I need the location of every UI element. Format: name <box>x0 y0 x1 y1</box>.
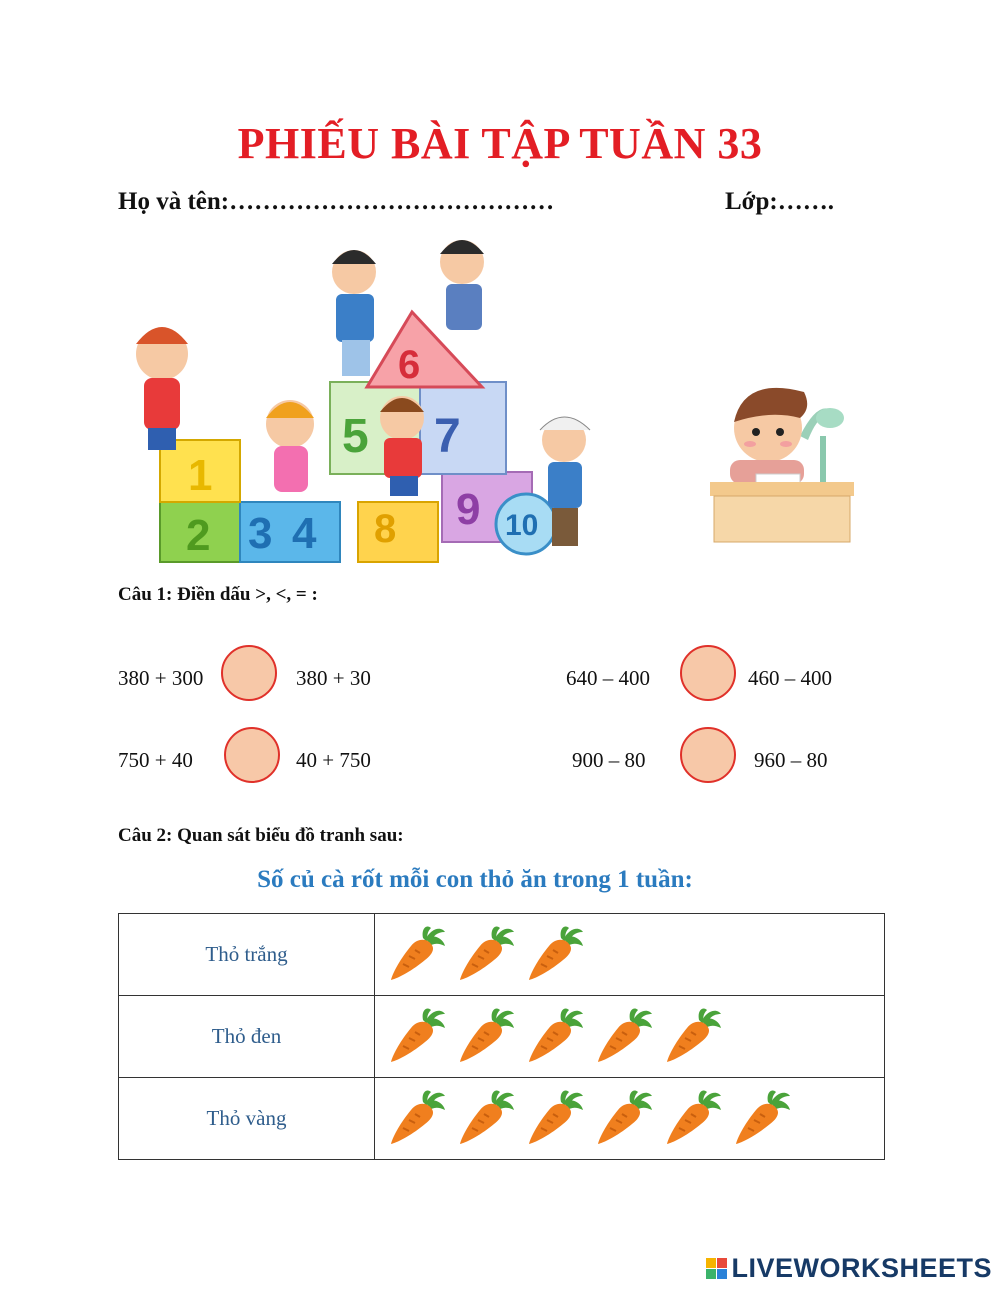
pictograph-table <box>118 913 885 1160</box>
kids-number-blocks-illustration <box>112 232 602 564</box>
carrot-icon <box>663 1006 725 1068</box>
carrot-icon <box>594 1006 656 1068</box>
expression-left: 640 – 400 <box>566 666 650 690</box>
carrot-icon <box>456 1006 518 1068</box>
svg-text:2: 2 <box>186 511 211 560</box>
pictograph-row <box>119 914 885 996</box>
carrot-icon <box>387 1088 449 1150</box>
answer-bubble[interactable] <box>680 645 736 701</box>
row-label: Thỏ trắng <box>119 914 375 996</box>
liveworksheets-logo <box>706 1253 992 1284</box>
carrot-icon <box>663 1088 725 1150</box>
expression-left: 380 + 300 <box>118 666 204 690</box>
carrot-icon <box>456 1088 518 1150</box>
answer-bubble[interactable] <box>224 727 280 783</box>
carrot-icon <box>387 1006 449 1068</box>
svg-text:1: 1 <box>188 451 213 500</box>
expression-right: 40 + 750 <box>296 748 371 772</box>
svg-text:7: 7 <box>434 410 461 463</box>
expression-right: 460 – 400 <box>748 666 832 690</box>
logo-text: LIVEWORKSHEETS <box>731 1253 992 1283</box>
carrot-icon <box>525 1088 587 1150</box>
carrot-icon <box>732 1088 794 1150</box>
svg-text:8: 8 <box>374 507 397 551</box>
boy-studying-illustration <box>708 366 856 544</box>
kid-left <box>136 327 188 450</box>
carrot-icon <box>456 924 518 986</box>
carrot-icon <box>525 924 587 986</box>
carrot-icon <box>594 1088 656 1150</box>
row-label: Thỏ đen <box>119 996 375 1078</box>
svg-text:6: 6 <box>398 343 421 387</box>
page-title: PHIẾU BÀI TẬP TUẦN 33 <box>237 119 763 168</box>
row-marks <box>375 996 885 1078</box>
answer-bubble[interactable] <box>221 645 277 701</box>
carrot-icon <box>387 924 449 986</box>
question-1-label: Câu 1: Điền dấu >, <, = : <box>118 584 318 605</box>
class-field[interactable]: Lớp:……. <box>725 188 834 215</box>
row-marks <box>375 914 885 996</box>
question-2-label: Câu 2: Quan sát biểu đồ tranh sau: <box>118 825 404 846</box>
svg-text:4: 4 <box>292 509 317 558</box>
expression-left: 900 – 80 <box>572 748 646 772</box>
chart-title: Số củ cà rốt mỗi con thỏ ăn trong 1 tuần: <box>257 866 693 893</box>
liveworksheets-icon <box>706 1258 727 1279</box>
name-field[interactable]: Họ và tên:………………………………… <box>118 188 555 215</box>
answer-bubble[interactable] <box>680 727 736 783</box>
expression-left: 750 + 40 <box>118 748 193 772</box>
expression-right: 380 + 30 <box>296 666 371 690</box>
row-label: Thỏ vàng <box>119 1078 375 1160</box>
svg-text:5: 5 <box>342 410 369 463</box>
carrot-icon <box>525 1006 587 1068</box>
row-marks <box>375 1078 885 1160</box>
pictograph-row <box>119 1078 885 1160</box>
svg-text:3: 3 <box>248 509 273 558</box>
expression-right: 960 – 80 <box>754 748 828 772</box>
svg-text:9: 9 <box>456 485 481 534</box>
pictograph-row <box>119 996 885 1078</box>
svg-text:10: 10 <box>505 509 539 542</box>
